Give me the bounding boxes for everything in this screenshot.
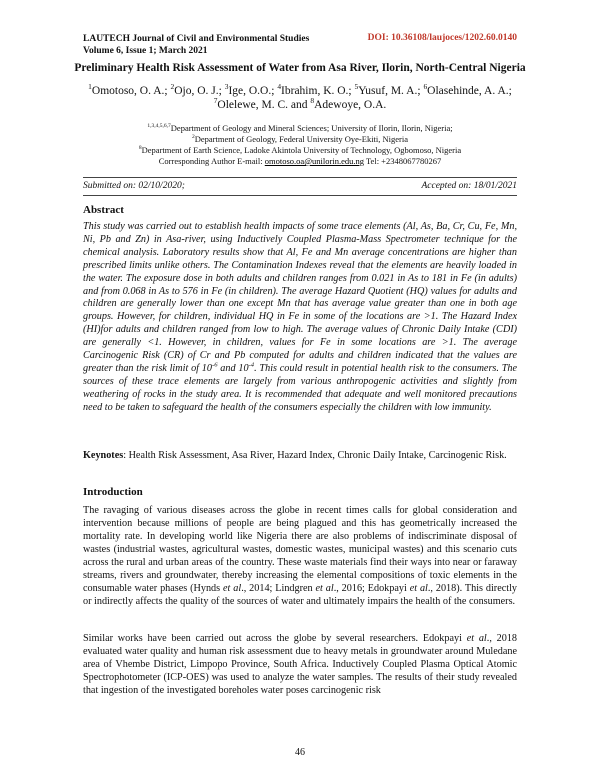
author: $^7$Olelewe, M. C. and bbox=[213, 96, 311, 111]
submission-dates bbox=[83, 181, 517, 191]
journal-name: LAUTECH Journal of Civil and Environmental Studies bbox=[83, 34, 310, 44]
divider-top bbox=[83, 177, 517, 178]
keywords bbox=[83, 449, 517, 462]
intro-paragraph-1: The ravaging of various diseases across the globe in recent times calls for global consideration and intervention because millions of people are being plagued and this has geometrically increased the mortality rate. In developing world like Nigeria there are also problems of indiscriminate disposal of wastes (industrial wastes, agricultural wastes, domestic wastes, municipal wastes) and this scenario cuts across the rural and urban areas of the country. These waste materials find their ways into near or faraway streams, rivers and groundwater, thereby increasing the elemental compositions of toxic elements in the consumable water phases (Hynds et al., 2014; Lindgren et al., 2016; Edokpayi et al., 2018). This directly or indirectly affects the quality of the sources of water and ultimately impairs the health of the consumers. bbox=[83, 505, 517, 607]
page-number: 46 bbox=[295, 747, 305, 758]
keywords-text: : Health Risk Assessment, Asa River, Hazard Index, Chronic Daily Intake, Carcinogenic Risk. bbox=[123, 450, 507, 461]
divider-bottom bbox=[83, 195, 517, 196]
affiliations bbox=[80, 123, 520, 167]
submitted-date: Submitted on: 02/10/2020; bbox=[83, 181, 185, 191]
affiliation: $^{1,3,4,5,6,7}$Department of Geology and Mineral Sciences; University of Ilorin, Ilorin, Nigeria; bbox=[147, 123, 453, 133]
corresponding-author: Corresponding Author E-mail: omotoso.oa@unilorin.edu.ng Tel: +2348067780267 bbox=[158, 156, 442, 166]
keywords-label: Keynotes bbox=[83, 450, 124, 461]
author: $^3$Ige, O.O.; bbox=[224, 82, 278, 97]
paper-title: Preliminary Health Risk Assessment of Water from Asa River, Ilorin, North-Central Nigeria bbox=[74, 62, 526, 74]
abstract-text: This study was carried out to establish health impacts of some trace elements (Al, As, Ba, Cr, Cu, Fe, Mn, Ni, Pb and Zn) in Asa-river, using Inductively Coupled Plasma-Mass Spectrometer technique for the chemical analysis. Laboratory results show that Al, Fe and Mn average concentrations are higher than prescribed limits unlike others. The Contamination Indexes reveal that the elements are heavily loaded in the water. The exposure dose in both adults and children ranges from 0.021 in As to 181 in Fe (in adults) and from 0.068 in As to 576 in Fe (in children). The average Hazard Quotient (HQ) values for adults and children are generally lower than one except Mn that has average value greater than one in both age groups. However, for children, individual HQ in Fe in some of the locations are >1. The Hazard Index (HI)for adults and children ranged from low to high. The average values of Chronic Daily Intake (CDI) are generally <1. However, in children, values for Fe in some locations are >1. The average Carcinogenic Risk (CR) of Cr and Pb computed for adults and children indicated that the values are greater than the risk limit of $10^{-6}$ and $10^{-4}$. This could result in potential health risk to the consumers. The sources of these trace elements are largely from various anthropogenic activities and slightly from weathering of rocks in the study area. It is recommended that adequate and well monitored precautions need to be taken to safeguard the health of the consumers especially the children with low immunity. bbox=[83, 221, 517, 413]
author: $^2$Ojo, O. J.; bbox=[170, 82, 225, 97]
journal-header bbox=[83, 33, 309, 57]
accepted-date: Accepted on: 18/01/2021 bbox=[421, 181, 517, 191]
author: $^6$Olasehinde, A. A.; bbox=[423, 82, 512, 97]
author: $^8$Adewoye, O.A. bbox=[310, 96, 387, 111]
journal-volume: Volume 6, Issue 1; March 2021 bbox=[83, 46, 208, 56]
author: $^4$Ibrahim, K. O.; bbox=[277, 82, 355, 97]
intro-paragraph-2: Similar works have been carried out across the globe by several researchers. Edokpayi et al., 2018 evaluated water quality and human risk assessment due to heavy metals in groundwater around Muledane area of Vhembe District, Limpopo Province, South Africa. Inductively Coupled Plasma Optical Atomic Spectrophotometer (ICP-OES) was used to analyze the water samples. The results of their study revealed that ingestion of the investigated boreholes water poses carcinogenic risk bbox=[83, 633, 518, 696]
affiliation: $^2$Department of Geology, Federal University Oye-Ekiti, Nigeria bbox=[191, 134, 409, 144]
author-list bbox=[80, 84, 520, 112]
introduction-heading: Introduction bbox=[83, 486, 143, 498]
author: $^1$Omotoso, O. A.; bbox=[88, 82, 171, 97]
affiliation: $^8$Department of Earth Science, Ladoke Akintola University of Technology, Ogbomoso, Nigeria bbox=[138, 145, 462, 155]
author: $^5$Yusuf, M. A.; bbox=[354, 82, 424, 97]
email-link[interactable]: omotoso.oa@unilorin.edu.ng bbox=[264, 156, 364, 166]
doi-label[interactable]: DOI: 10.36108/laujoces/1202.60.0140 bbox=[367, 33, 517, 43]
abstract-heading: Abstract bbox=[83, 204, 124, 216]
